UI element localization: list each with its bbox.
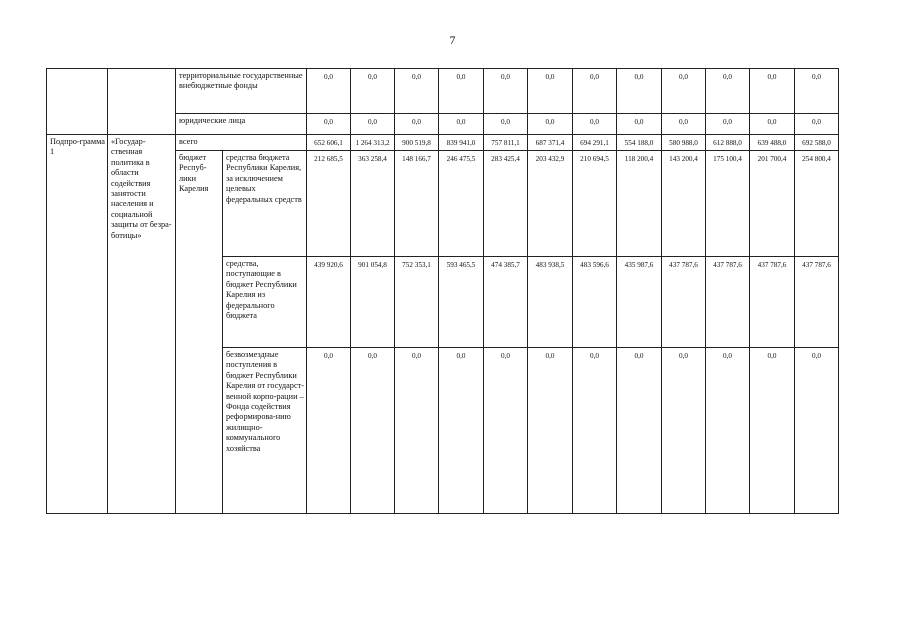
value-cell: 692 588,0 bbox=[795, 135, 839, 151]
value-cell: 246 475,5 bbox=[439, 151, 484, 257]
value-cell: 652 606,1 bbox=[307, 135, 351, 151]
value-cell: 203 432,9 bbox=[528, 151, 573, 257]
value-cell: 201 700,4 bbox=[750, 151, 795, 257]
value-cell: 0,0 bbox=[706, 348, 750, 514]
value-cell: 694 291,1 bbox=[573, 135, 617, 151]
value-cell: 148 166,7 bbox=[395, 151, 439, 257]
value-cell: 437 787,6 bbox=[662, 257, 706, 348]
row-label: территориальные государственные внебюджетные фонды bbox=[176, 69, 307, 114]
value-cell: 580 988,0 bbox=[662, 135, 706, 151]
value-cell: 0,0 bbox=[484, 348, 528, 514]
value-cell: 639 488,0 bbox=[750, 135, 795, 151]
value-cell: 0,0 bbox=[706, 69, 750, 114]
budget-table bbox=[46, 68, 839, 514]
empty-cell bbox=[108, 69, 176, 135]
page-number: 7 bbox=[449, 33, 456, 47]
value-cell: 0,0 bbox=[662, 114, 706, 135]
value-cell: 0,0 bbox=[795, 348, 839, 514]
value-cell: 1 264 313,2 bbox=[351, 135, 395, 151]
value-cell: 0,0 bbox=[351, 114, 395, 135]
table-row bbox=[47, 135, 839, 151]
value-cell: 0,0 bbox=[395, 69, 439, 114]
value-cell: 687 371,4 bbox=[528, 135, 573, 151]
value-cell: 118 200,4 bbox=[617, 151, 662, 257]
value-cell: 0,0 bbox=[706, 114, 750, 135]
value-cell: 0,0 bbox=[439, 348, 484, 514]
table-row bbox=[47, 69, 839, 114]
value-cell: 0,0 bbox=[528, 69, 573, 114]
value-cell: 474 385,7 bbox=[484, 257, 528, 348]
source-label: средства бюджета Республики Карелия, за исключением целевых федеральных средств bbox=[223, 151, 307, 257]
value-cell: 593 465,5 bbox=[439, 257, 484, 348]
value-cell: 483 596,6 bbox=[573, 257, 617, 348]
total-label: всего bbox=[176, 135, 307, 151]
value-cell: 0,0 bbox=[307, 114, 351, 135]
value-cell: 439 920,6 bbox=[307, 257, 351, 348]
value-cell: 0,0 bbox=[662, 69, 706, 114]
value-cell: 0,0 bbox=[795, 114, 839, 135]
value-cell: 0,0 bbox=[528, 114, 573, 135]
row-label: юридические лица bbox=[176, 114, 307, 135]
value-cell: 0,0 bbox=[484, 69, 528, 114]
value-cell: 839 941,0 bbox=[439, 135, 484, 151]
value-cell: 437 787,6 bbox=[795, 257, 839, 348]
value-cell: 0,0 bbox=[484, 114, 528, 135]
value-cell: 483 938,5 bbox=[528, 257, 573, 348]
value-cell: 554 188,0 bbox=[617, 135, 662, 151]
value-cell: 0,0 bbox=[439, 69, 484, 114]
value-cell: 0,0 bbox=[573, 114, 617, 135]
value-cell: 0,0 bbox=[617, 348, 662, 514]
value-cell: 0,0 bbox=[750, 69, 795, 114]
value-cell: 0,0 bbox=[795, 69, 839, 114]
source-label: безвозмездные поступления в бюджет Республики Карелия от государст-венной корпо-рации – Фонда содействия реформирова-нию жилищно-коммунального хозяйства bbox=[223, 348, 307, 514]
value-cell: 254 800,4 bbox=[795, 151, 839, 257]
subprogram-title: «Государ-ственная политика в области содействия занятости населения и социальной защиты от безра-ботицы» bbox=[108, 135, 176, 514]
budget-group-label: бюджет Респуб-лики Карелия bbox=[176, 151, 223, 514]
value-cell: 0,0 bbox=[351, 348, 395, 514]
value-cell: 0,0 bbox=[617, 69, 662, 114]
value-cell: 0,0 bbox=[395, 348, 439, 514]
value-cell: 0,0 bbox=[617, 114, 662, 135]
value-cell: 0,0 bbox=[439, 114, 484, 135]
value-cell: 757 811,1 bbox=[484, 135, 528, 151]
value-cell: 437 787,6 bbox=[750, 257, 795, 348]
value-cell: 0,0 bbox=[395, 114, 439, 135]
value-cell: 752 353,1 bbox=[395, 257, 439, 348]
value-cell: 435 987,6 bbox=[617, 257, 662, 348]
value-cell: 212 685,5 bbox=[307, 151, 351, 257]
value-cell: 612 888,0 bbox=[706, 135, 750, 151]
value-cell: 901 054,8 bbox=[351, 257, 395, 348]
value-cell: 175 100,4 bbox=[706, 151, 750, 257]
value-cell: 0,0 bbox=[351, 69, 395, 114]
value-cell: 0,0 bbox=[573, 348, 617, 514]
value-cell: 0,0 bbox=[750, 348, 795, 514]
empty-cell bbox=[47, 69, 108, 135]
source-label: средства, поступающие в бюджет Республики Карелия из федерального бюджета bbox=[223, 257, 307, 348]
value-cell: 0,0 bbox=[307, 69, 351, 114]
value-cell: 0,0 bbox=[528, 348, 573, 514]
value-cell: 900 519,8 bbox=[395, 135, 439, 151]
value-cell: 0,0 bbox=[307, 348, 351, 514]
value-cell: 363 258,4 bbox=[351, 151, 395, 257]
value-cell: 0,0 bbox=[662, 348, 706, 514]
value-cell: 283 425,4 bbox=[484, 151, 528, 257]
value-cell: 143 200,4 bbox=[662, 151, 706, 257]
value-cell: 210 694,5 bbox=[573, 151, 617, 257]
value-cell: 437 787,6 bbox=[706, 257, 750, 348]
value-cell: 0,0 bbox=[750, 114, 795, 135]
value-cell: 0,0 bbox=[573, 69, 617, 114]
subprogram-name: Подпро-грамма 1 bbox=[47, 135, 108, 514]
